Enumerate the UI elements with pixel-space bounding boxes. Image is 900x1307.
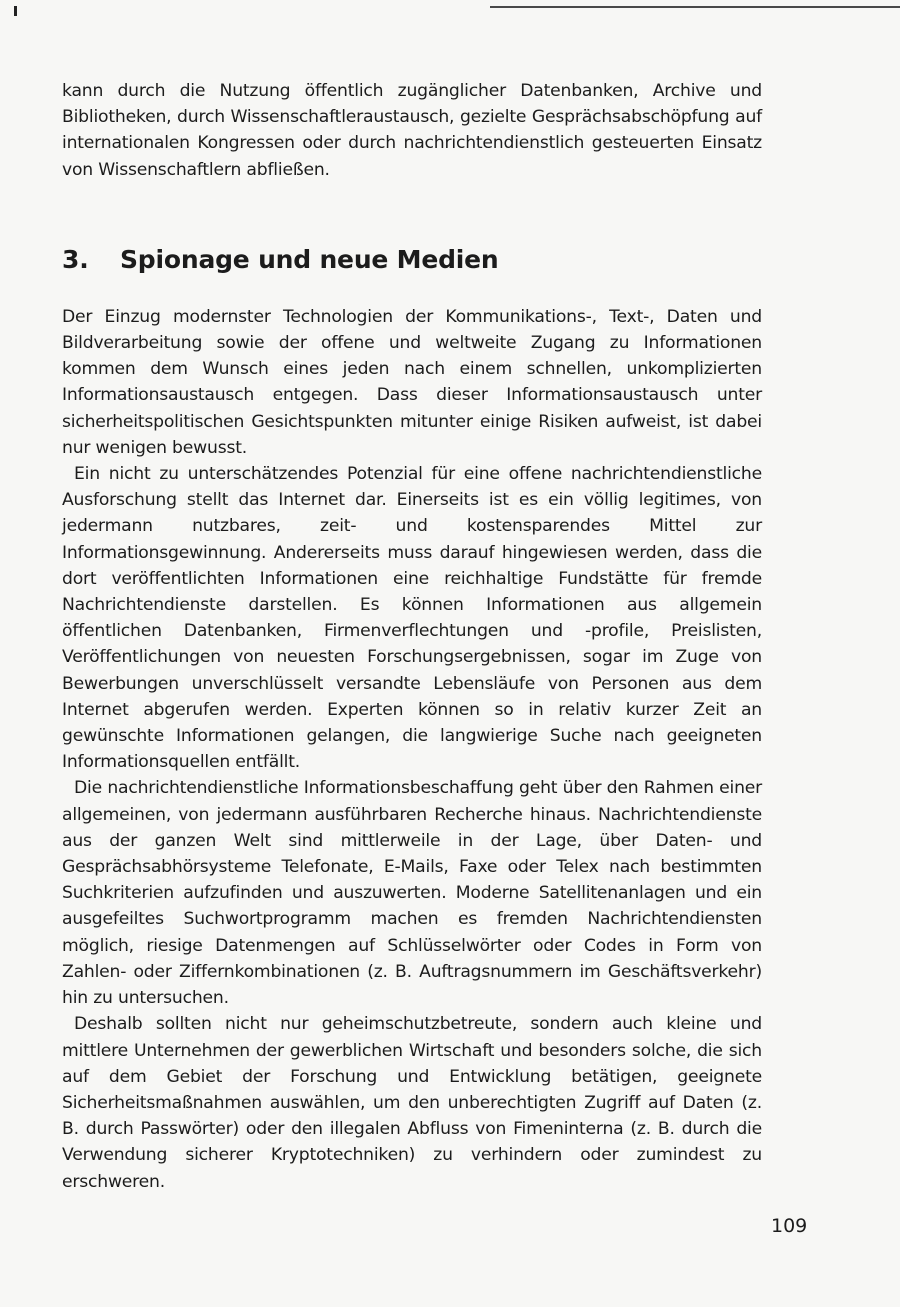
section-number: 3. (62, 244, 89, 274)
section-paragraph-3: Die nachrichtendienstliche Informationsbeschaffung geht über den Rahmen einer allgemeinen, von jedermann ausführbaren Recherche hinaus. Nachrichtendienste aus der ganzen Welt sind mittlerweile in der Lage, über Daten- und Gesprächsabhörsysteme Telefonate, E-Mails, Faxe oder Telex nach bestimmten Suchkriterien aufzufinden und auszuwerten. Moderne Satellitenanlagen und ein ausgefeiltes Suchwortprogramm machen es fremden Nachrichtendiensten möglich, riesige Datenmengen auf Schlüsselwörter oder Codes in Form von Zahlen- oder Ziffernkombinationen (z. B. Auftragsnummern im Geschäftsverkehr) hin zu untersuchen. (62, 778, 762, 1009)
page-edge-line (490, 6, 900, 8)
section-heading (62, 245, 762, 274)
document-body (62, 78, 762, 1195)
intro-paragraph: kann durch die Nutzung öffentlich zugänglicher Datenbanken, Archive und Bibliotheken, durch Wissenschaftleraustausch, gezielte Gesprächsabschöpfung auf internationalen Kongressen oder durch nachrichtendienstlich gesteuerten Einsatz von Wissenschaftlern abfließen. (62, 81, 762, 180)
section-paragraph-2: Ein nicht zu unterschätzendes Potenzial für eine offene nachrichtendienstliche Ausforschung stellt das Internet dar. Einerseits ist es ein völlig legitimes, von jedermann nutzbares, zeit- und kostensparendes Mittel zur Informationsgewinnung. Andererseits muss darauf hingewiesen werden, dass die dort veröffentlichten Informationen eine reichhaltige Fundstätte für fremde Nachrichtendienste darstellen. Es können Informationen aus allgemein öffentlichen Datenbanken, Firmenverflechtungen und -profile, Preislisten, Veröffentlichungen von neuesten Forschungsergebnissen, sogar im Zuge von Bewerbungen unverschlüsselt versandte Lebensläufe von Personen aus dem Internet abgerufen werden. Experten können so in relativ kurzer Zeit an gewünschte Informationen gelangen, die langwierige Suche nach geeigneten Informationsquellen entfällt. (62, 464, 762, 773)
section-paragraph-4: Deshalb sollten nicht nur geheimschutzbetreute, sondern auch kleine und mittlere Unternehmen der gewerblichen Wirtschaft und besonders solche, die sich auf dem Gebiet der Forschung und Entwicklung betätigen, geeignete Sicherheitsmaßnahmen auswählen, um den unberechtigten Zugriff auf Daten (z. B. durch Passwörter) oder den illegalen Abfluss von Fimeninterna (z. B. durch die Verwendung sicherer Kryptotechniken) zu verhindern oder zumindest zu erschweren. (62, 1014, 762, 1192)
scan-corner-mark (14, 6, 17, 16)
page-number: 109 (771, 1215, 808, 1237)
intro-block (62, 78, 762, 183)
section-3 (62, 245, 762, 1195)
section-paragraph-1: Der Einzug modernster Technologien der Kommunikations-, Text-, Daten und Bildverarbeitung sowie der offene und weltweite Zugang zu Informationen kommen dem Wunsch eines jeden nach einem schnellen, unkomplizierten Informationsaustausch entgegen. Dass dieser Informationsaustausch unter sicherheitspolitischen Gesichtspunkten mitunter einige Risiken aufweist, ist dabei nur wenigen bewusst. (62, 306, 762, 458)
section-title: Spionage und neue Medien (120, 244, 499, 274)
